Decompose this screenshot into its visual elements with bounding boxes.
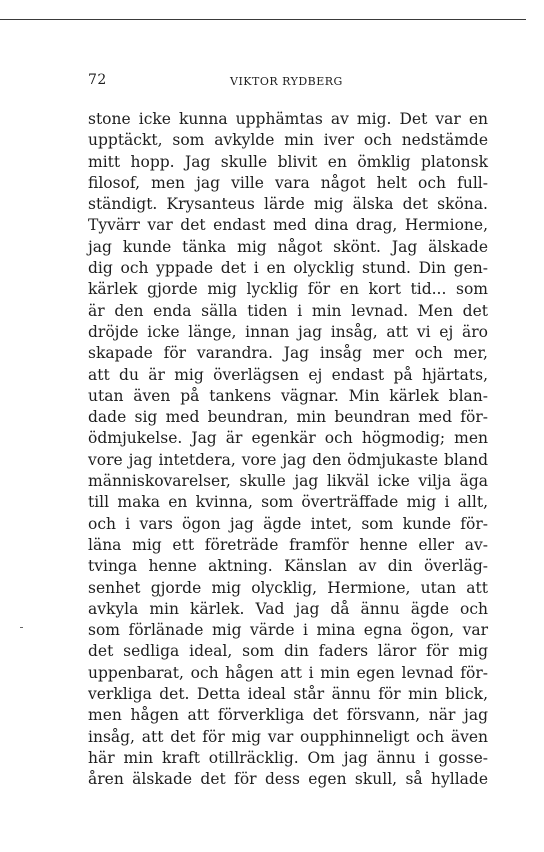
text-line: insåg, att det för mig var oupphinneligt och även <box>88 727 488 746</box>
text-line: kärlek gjorde mig lycklig för en kort tid... som <box>88 280 488 299</box>
margin-speck <box>20 627 23 628</box>
text-line: vore jag intetdera, vore jag den ödmjukaste bland <box>88 450 488 469</box>
text-line: ödmjukelse. Jag är egenkär och högmodig; men <box>88 429 488 448</box>
text-line: dig och yppade det i en olycklig stund. Din gen- <box>88 259 488 278</box>
body-text <box>88 109 488 791</box>
text-line: och i vars ögon jag ägde intet, som kunde för- <box>88 514 488 533</box>
text-line: det sedliga ideal, som din faders läror för mig <box>88 642 488 661</box>
text-line: dröjde icke länge, innan jag insåg, att vi ej äro <box>88 322 488 341</box>
text-line: mitt hopp. Jag skulle blivit en ömklig platonsk <box>88 152 488 171</box>
text-line: Tyvärr var det endast med dina drag, Hermione, <box>88 216 488 235</box>
text-line: jag kunde tänka mig något skönt. Jag älskade <box>88 237 488 256</box>
text-line: upptäckt, som avkylde min iver och nedstämde <box>88 131 488 150</box>
top-rule <box>0 19 526 20</box>
page-number: 72 <box>88 72 107 88</box>
text-line: dade sig med beundran, min beundran med för- <box>88 408 488 427</box>
text-line: filosof, men jag ville vara något helt och full- <box>88 173 488 192</box>
text-line: avkyla min kärlek. Vad jag då ännu ägde och <box>88 599 488 618</box>
text-line: men hågen att förverkliga det försvann, när jag <box>88 706 488 725</box>
text-line: verkliga det. Detta ideal står ännu för min blick, <box>88 685 488 704</box>
text-line: som förlänade mig värde i mina egna ögon, var <box>88 621 488 640</box>
text-line: här min kraft otillräcklig. Om jag ännu i gosse- <box>88 748 488 767</box>
text-line: utan även på tankens vägnar. Min kärlek blan- <box>88 386 488 405</box>
running-head: VIKTOR RYDBERG <box>230 75 343 88</box>
text-line: människovarelser, skulle jag likväl icke vilja äga <box>88 472 488 491</box>
text-line: till maka en kvinna, som överträffade mig i allt, <box>88 493 488 512</box>
text-line: åren älskade det för dess egen skull, så hyllade <box>88 770 488 789</box>
text-line: tvinga henne aktning. Känslan av din överläg- <box>88 557 488 576</box>
text-line: är den enda sälla tiden i min levnad. Men det <box>88 301 488 320</box>
text-line: uppenbarat, och hågen att i min egen levnad för- <box>88 663 488 682</box>
text-line: skapade för varandra. Jag insåg mer och mer, <box>88 344 488 363</box>
text-line: stone icke kunna upphämtas av mig. Det var en <box>88 110 488 128</box>
text-line: läna mig ett företräde framför henne eller av- <box>88 535 488 554</box>
text-line: ständigt. Krysanteus lärde mig älska det sköna. <box>88 195 488 214</box>
text-line: att du är mig överlägsen ej endast på hjärtats, <box>88 365 488 384</box>
text-line: senhet gjorde mig olycklig, Hermione, utan att <box>88 578 488 597</box>
